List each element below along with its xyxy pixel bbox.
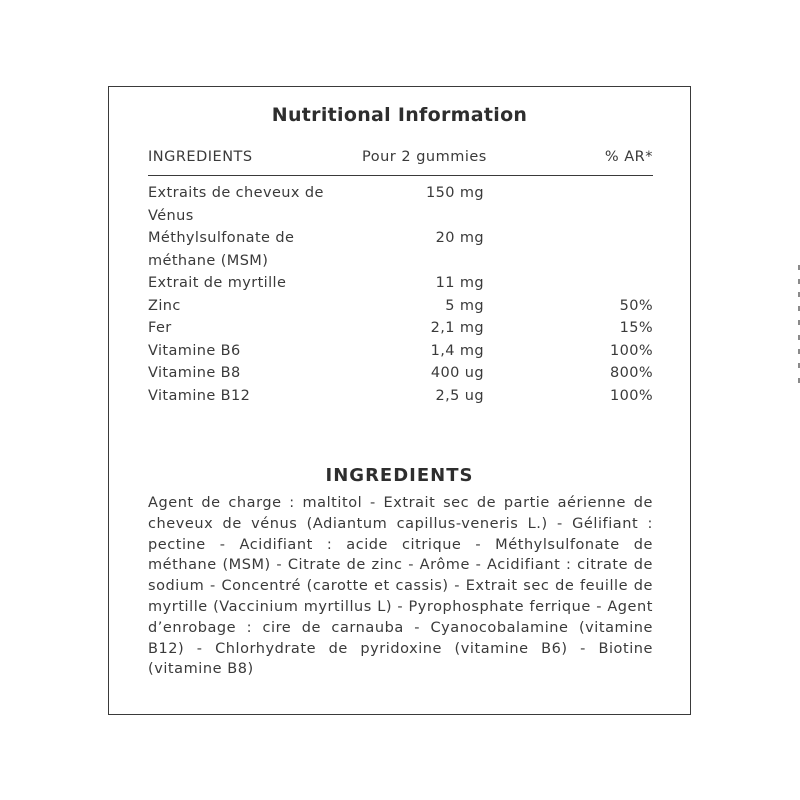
row-dose: 1,4 mg <box>430 342 484 359</box>
ingredients-heading: INGREDIENTS <box>325 465 474 486</box>
table-row <box>148 272 653 295</box>
table-row <box>148 362 653 385</box>
header-dose: Pour 2 gummies <box>362 149 487 165</box>
nutrition-table-body <box>148 182 653 407</box>
row-dose: 2,5 ug <box>435 387 484 404</box>
row-dose: 5 mg <box>445 297 484 314</box>
row-name: Zinc <box>148 297 181 314</box>
ingredients-text: Agent de charge : maltitol - Extrait sec de partie aérienne de cheveux de vénus (Adiantum capillus-veneris L.) - Gélifiant : pectine - Acidifiant : acide citrique - Méthylsulfonate de méthane (MSM) - Citrate de zinc - Arôme - Acidifiant : citrate de sodium - Concentré (carotte et cassis) - Extrait sec de feuille de myrtille (Vaccinium myrtillus L) - Pyrophosphate ferrique - Agent d’enrobage : cire de carnauba - Cyanocobalamine (vitamine B12) - Chlorhydrate de pyridoxine (vitamine B6) - Biotine (vitamine B8) <box>148 495 653 678</box>
table-row <box>148 295 653 318</box>
row-dose: 2,1 mg <box>430 320 484 336</box>
row-ar: 100% <box>609 342 653 359</box>
row-name: Extrait de myrtille <box>148 275 287 291</box>
row-name: Vitamine B8 <box>148 365 241 381</box>
header-ingredients: INGREDIENTS <box>148 149 253 165</box>
row-name: Méthylsulfonate de méthane (MSM) <box>148 230 295 269</box>
table-row <box>148 340 653 363</box>
row-dose: 11 mg <box>435 275 484 291</box>
nutrition-label <box>108 86 691 715</box>
row-ar: 50% <box>619 297 653 314</box>
table-row <box>148 317 653 340</box>
row-dose: 20 mg <box>435 230 484 246</box>
row-dose: 150 mg <box>425 185 484 201</box>
table-header <box>148 149 653 176</box>
row-name: Vitamine B6 <box>148 342 241 359</box>
row-name: Vitamine B12 <box>148 387 251 404</box>
row-name: Extraits de cheveux de Vénus <box>148 185 324 224</box>
row-ar: 15% <box>619 320 653 336</box>
label-title: Nutritional Information <box>271 104 528 126</box>
row-ar: 800% <box>609 365 653 381</box>
row-dose: 400 ug <box>430 365 484 381</box>
table-row <box>148 227 653 272</box>
table-row <box>148 182 653 227</box>
row-ar: 100% <box>609 387 653 404</box>
row-name: Fer <box>148 320 172 336</box>
table-row <box>148 385 653 408</box>
header-ar: % AR* <box>604 149 653 165</box>
